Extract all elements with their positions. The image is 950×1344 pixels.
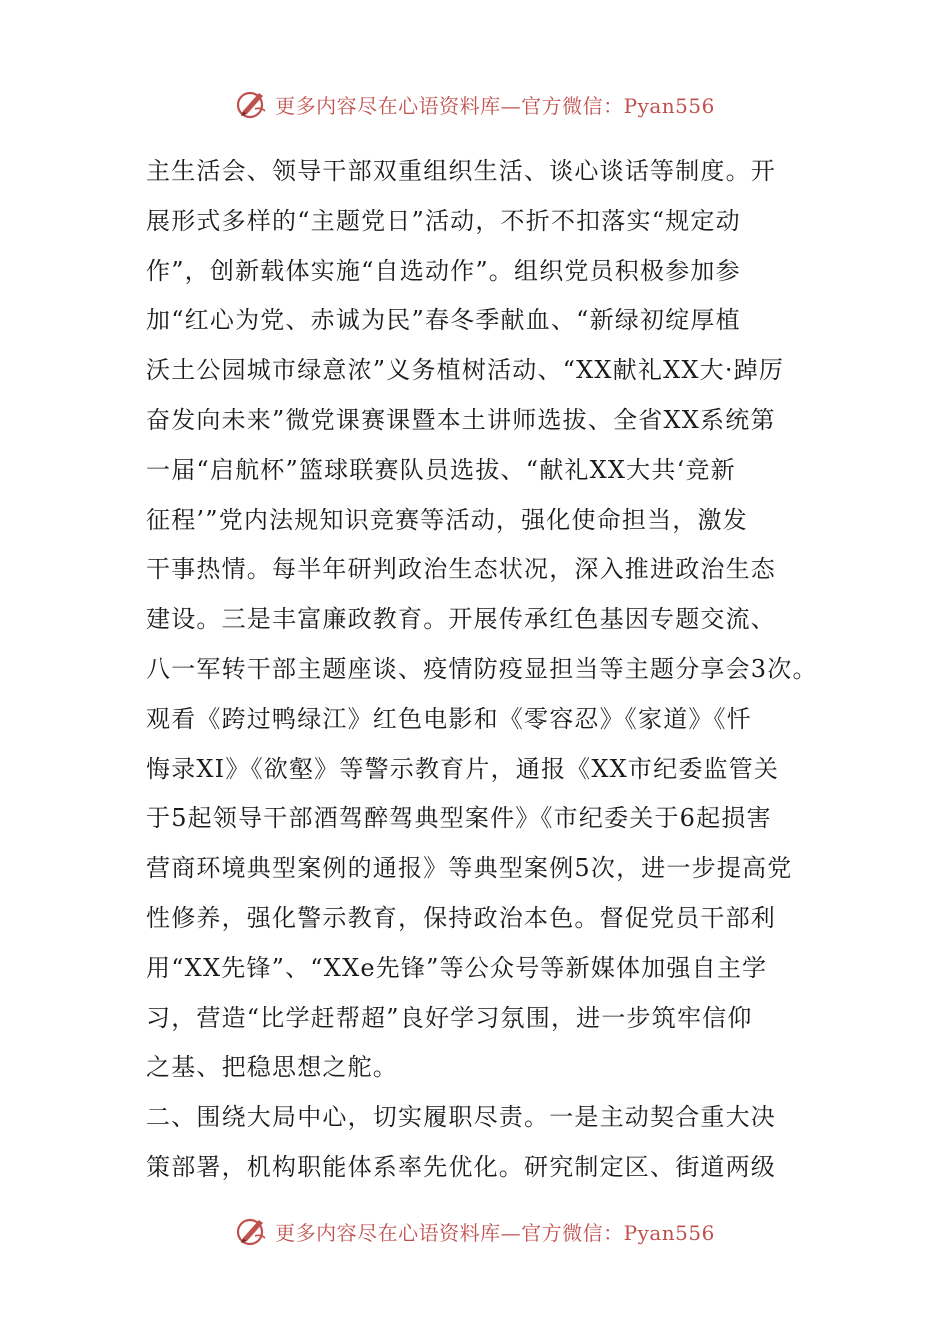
pen-circle-logo-icon bbox=[235, 1214, 269, 1248]
body-text-line: 之基、把稳思想之舵。 bbox=[146, 1053, 398, 1082]
footer-banner bbox=[0, 1211, 950, 1251]
body-text-line: 观看《跨过鸭绿江》红色电影和《零容忍》《家道》《忏 bbox=[146, 704, 752, 733]
pen-circle-logo-icon bbox=[235, 87, 269, 121]
body-text-line: 加“红心为党、赤诚为民”春冬季献血、“新绿初绽厚植 bbox=[146, 306, 741, 335]
body-text-line: 沃土公园城市绿意浓”义务植树活动、“XX献礼XX大·踔厉 bbox=[146, 356, 785, 385]
body-text-line: 征程’”党内法规知识竞赛等活动，强化使命担当，激发 bbox=[146, 505, 748, 534]
body-text-line: 展形式多样的“主题党日”活动，不折不扣落实“规定动 bbox=[146, 206, 741, 235]
body-text-line: 主生活会、领导干部双重组织生活、谈心谈话等制度。开 bbox=[146, 157, 776, 185]
body-text-line: 策部署，机构职能体系率先优化。研究制定区、街道两级 bbox=[146, 1152, 776, 1181]
body-text-line: 二、围绕大局中心，切实履职尽责。一是主动契合重大决 bbox=[146, 1103, 776, 1132]
body-text-line: 奋发向未来”微党课赛课暨本土讲师选拔、全省XX系统第 bbox=[146, 405, 776, 434]
body-text-line: 于5起领导干部酒驾醉驾典型案件》《市纪委关于6起损害 bbox=[146, 804, 772, 833]
body-text-line: 建设。三是丰富廉政教育。开展传承红色基因专题交流、 bbox=[146, 605, 776, 634]
header-banner-text: 更多内容尽在心语资料库—官方微信：Pyan556 bbox=[275, 93, 715, 118]
body-text-line: 作”，创新载体实施“自选动作”。组织党员积极参加参 bbox=[146, 256, 741, 285]
body-text-line: 一届“启航杯”篮球联赛队员选拔、“献礼XX大共‘竞新 bbox=[146, 455, 736, 484]
body-text-line: 用“XX先锋”、“XXe先锋”等公众号等新媒体加强自主学 bbox=[146, 953, 768, 982]
body-text-line: 性修养，强化警示教育，保持政治本色。督促党员干部利 bbox=[146, 903, 776, 932]
document-body bbox=[146, 147, 818, 1193]
header-banner bbox=[0, 84, 950, 124]
body-text-line: 营商环境典型案例的通报》等典型案例5次，进一步提高党 bbox=[146, 854, 793, 883]
body-text-line: 习，营造“比学赶帮超”良好学习氛围，进一步筑牢信仰 bbox=[146, 1003, 753, 1032]
footer-banner-text: 更多内容尽在心语资料库—官方微信：Pyan556 bbox=[275, 1220, 715, 1245]
body-text-line: 干事热情。每半年研判政治生态状况，深入推进政治生态 bbox=[146, 555, 776, 584]
body-text-line: 八一军转干部主题座谈、疫情防疫显担当等主题分享会3次。 bbox=[146, 654, 818, 683]
body-text-line: 悔录XI》《欲壑》等警示教育片，通报《XX市纪委监管关 bbox=[146, 754, 780, 783]
